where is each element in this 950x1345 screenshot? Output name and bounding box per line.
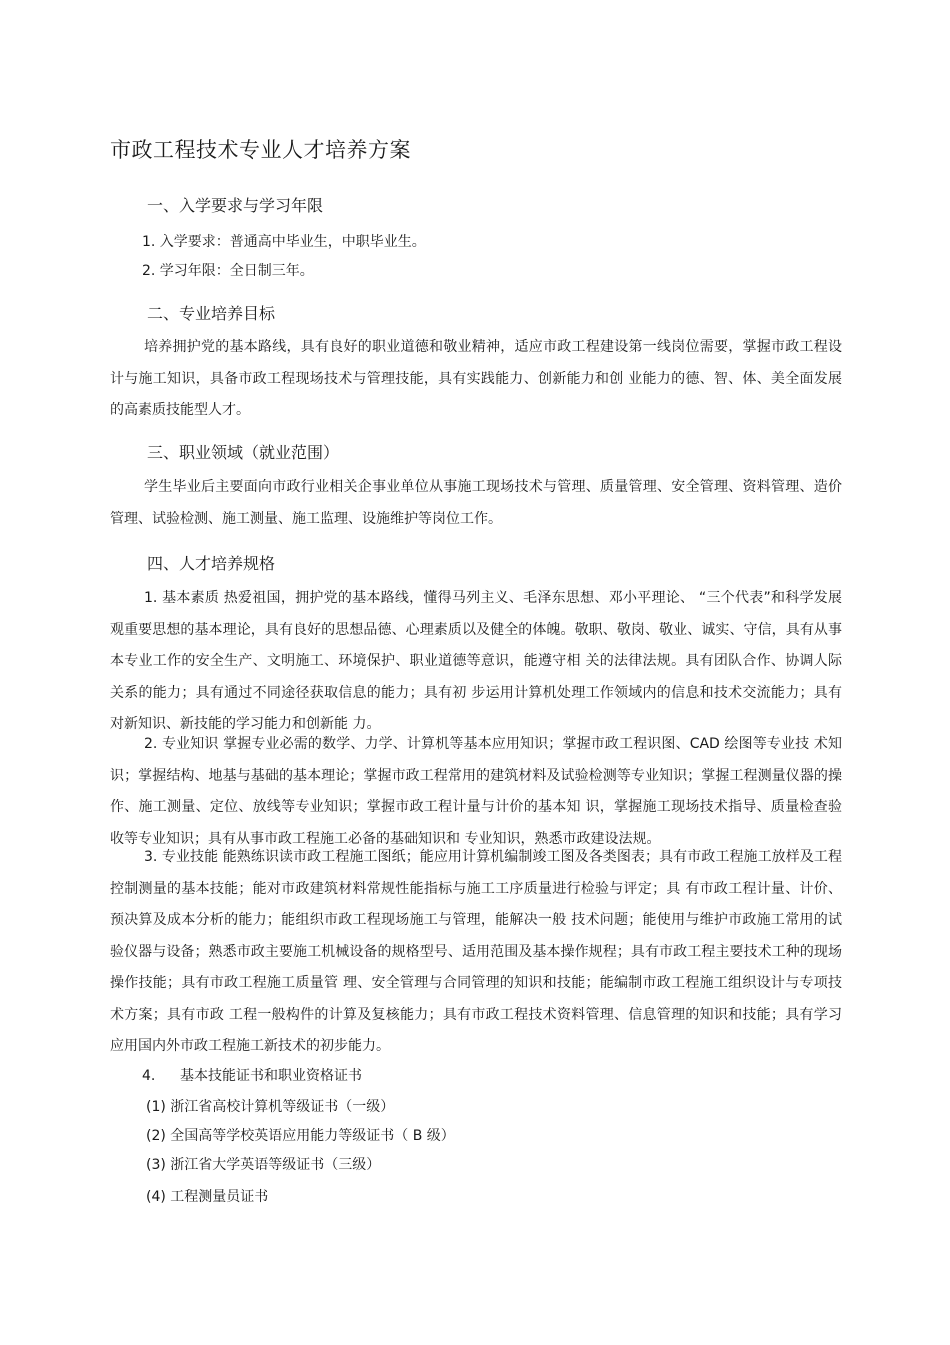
- certificate-item: (3) 浙江省大学英语等级证书（三级）: [146, 1157, 381, 1173]
- certificate-item: (4) 工程测量员证书: [146, 1189, 269, 1205]
- certificate-item: (1) 浙江省高校计算机等级证书（一级）: [146, 1099, 395, 1115]
- certificate-heading-number: 4.: [142, 1068, 156, 1084]
- certificate-heading: [142, 1065, 362, 1085]
- enrollment-requirement: 1. 入学要求：普通高中毕业生，中职毕业生。: [142, 234, 426, 250]
- section-heading-2: 二、专业培养目标: [147, 304, 276, 323]
- professional-skill-paragraph: 3. 专业技能 能熟练识读市政工程施工图纸；能应用计算机编制竣工图及各类图表；具有市政工程施工放样及工程控制测量的基本技能；能对市政建筑材料常规性能指标与施工工序质量进行检验与评定；具 有市政工程计量、计价、预决算及成本分析的能力；能组织市政工程现场施工与管理，能解决一般 技术问题；能使用与维护市政施工常用的试验仪器与设备；熟悉市政主要施工机械设备的规格型号、适用范围及基本操作规程；具有市政工程主要技术工种的现场操作技能；具有市政工程施工质量管 理、安全管理与合同管理的知识和技能；能编制市政工程施工组织设计与专项技术方案；具有市政 工程一般构件的计算及复核能力；具有市政工程技术资料管理、信息管理的知识和技能；具有学习 应用国内外市政工程施工新技术的初步能力。: [110, 849, 842, 1054]
- career-field-paragraph: 学生毕业后主要面向市政行业相关企事业单位从事施工现场技术与管理、质量管理、安全管理、资料管理、造价管理、试验检测、施工测量、施工监理、设施维护等岗位工作。: [110, 479, 842, 527]
- section-heading-4: 四、人才培养规格: [147, 554, 276, 573]
- section-heading-1: 一、入学要求与学习年限: [147, 196, 324, 215]
- certificate-heading-text: 基本技能证书和职业资格证书: [180, 1068, 362, 1084]
- certificate-item: (2) 全国高等学校英语应用能力等级证书（ B 级）: [146, 1128, 455, 1144]
- training-goal-paragraph: 培养拥护党的基本路线，具有良好的职业道德和敬业精神，适应市政工程建设第一线岗位需要，掌握市政工程设计与施工知识，具备市政工程现场技术与管理技能，具有实践能力、创新能力和创 业能力的德、智、体、美全面发展的高素质技能型人才。: [110, 339, 842, 418]
- basic-quality-paragraph: 1. 基本素质 热爱祖国，拥护党的基本路线，懂得马列主义、毛泽东思想、邓小平理论、 “三个代表”和科学发展观重要思想的基本理论，具有良好的思想品德、心理素质以及健全的体魄。敬职、敬岗、敬业、诚实、守信，具有从事本专业工作的安全生产、文明施工、环境保护、职业道德等意识，能遵守相 关的法律法规。具有团队合作、协调人际关系的能力；具有通过不同途径获取信息的能力；具有初 步运用计算机处理工作领域内的信息和技术交流能力；具有对新知识、新技能的学习能力和创新能 力。: [110, 590, 842, 732]
- professional-knowledge-paragraph: 2. 专业知识 掌握专业必需的数学、力学、计算机等基本应用知识；掌握市政工程识图、CAD 绘图等专业技 术知识；掌握结构、地基与基础的基本理论；掌握市政工程常用的建筑材料及试验检测等专业知识；掌握工程测量仪器的操作、施工测量、定位、放线等专业知识；掌握市政工程计量与计价的基本知 识，掌握施工现场技术指导、质量检查验收等专业知识；具有从事市政工程施工必备的基础知识和 专业知识，熟悉市政建设法规。: [110, 736, 842, 847]
- study-duration: 2. 学习年限：全日制三年。: [142, 263, 314, 279]
- document-title: 市政工程技术专业人才培养方案: [110, 138, 411, 162]
- section-heading-3: 三、职业领域（就业范围）: [147, 443, 340, 462]
